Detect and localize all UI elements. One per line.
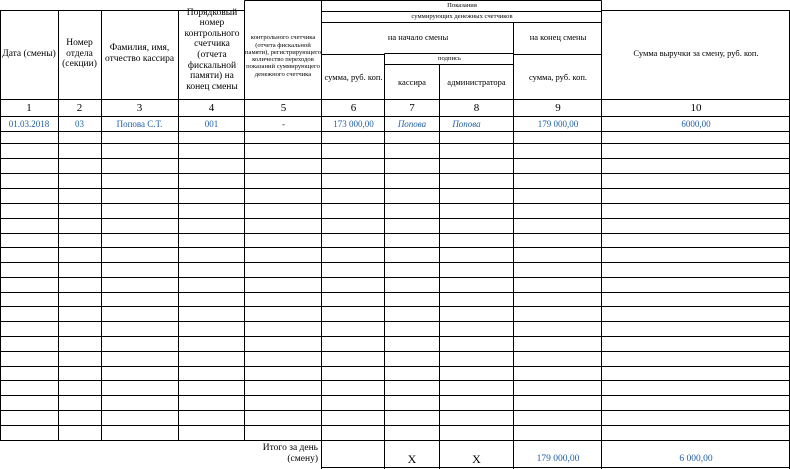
row1-sum-start: 173 000,00 bbox=[333, 118, 374, 129]
col-number-6: 6 bbox=[350, 101, 357, 114]
row1-dept: 03 bbox=[75, 118, 84, 129]
col-number-1: 1 bbox=[26, 101, 32, 114]
header-revenue: Сумма выручки за смену, руб. коп. bbox=[633, 48, 759, 59]
col-number-2: 2 bbox=[76, 101, 83, 114]
totals-x-admin: Х bbox=[472, 451, 481, 466]
row1-dash: - bbox=[282, 118, 285, 129]
header-end-shift: на конец смены bbox=[529, 32, 587, 43]
col-number-7: 7 bbox=[409, 101, 415, 114]
row1-sum-end: 179 000,00 bbox=[537, 118, 579, 129]
col-number-9: 9 bbox=[555, 101, 561, 114]
col-number-3: 3 bbox=[136, 101, 143, 114]
header-sig-admin: администратора bbox=[447, 77, 506, 88]
row1-date: 01.03.2018 bbox=[8, 118, 50, 129]
col-number-10: 10 bbox=[690, 101, 702, 114]
header-signature: подпись bbox=[438, 55, 461, 63]
col-number-5: 5 bbox=[280, 101, 287, 114]
header-start-shift: на начало смены bbox=[387, 32, 449, 43]
row1-sig-cashier: Попова bbox=[397, 118, 427, 129]
header-sum-start: сумма, руб. коп. bbox=[324, 72, 383, 83]
totals-sum-end: 179 000,00 bbox=[536, 454, 580, 465]
header-sum-end: сумма, руб. коп. bbox=[529, 72, 587, 83]
totals-label: Итого за день (смену) bbox=[262, 443, 318, 464]
row1-sig-admin: Попова bbox=[452, 118, 481, 129]
row1-counter: 001 bbox=[204, 118, 219, 129]
header-date: Дата (смены) bbox=[2, 48, 56, 59]
header-readings: Показания bbox=[447, 2, 477, 10]
header-dept: Номер отдела (секции) bbox=[62, 38, 97, 70]
col-number-4: 4 bbox=[208, 101, 215, 114]
row1-cashier: Попова С.Т. bbox=[116, 118, 163, 129]
header-counter-end: Порядковый номер контрольного счетчика (отчета фискальной памяти) на конец смены bbox=[184, 7, 240, 92]
header-counter-diff: контрольного счетчика (отчета фискальной памяти), регистрирующего количество переходов показаний суммирующего денежного счетчика bbox=[245, 34, 322, 78]
totals-x-cashier: Х bbox=[407, 451, 417, 466]
col-number-8: 8 bbox=[473, 101, 480, 114]
header-sig-cashier: кассира bbox=[398, 77, 426, 88]
row1-revenue: 6000,00 bbox=[681, 118, 711, 129]
totals-revenue: 6 000,00 bbox=[679, 454, 713, 465]
header-cashier: Фамилия, имя, отчество кассира bbox=[104, 43, 175, 64]
header-sum-counters: суммирующих денежных счетчиков bbox=[411, 13, 513, 21]
